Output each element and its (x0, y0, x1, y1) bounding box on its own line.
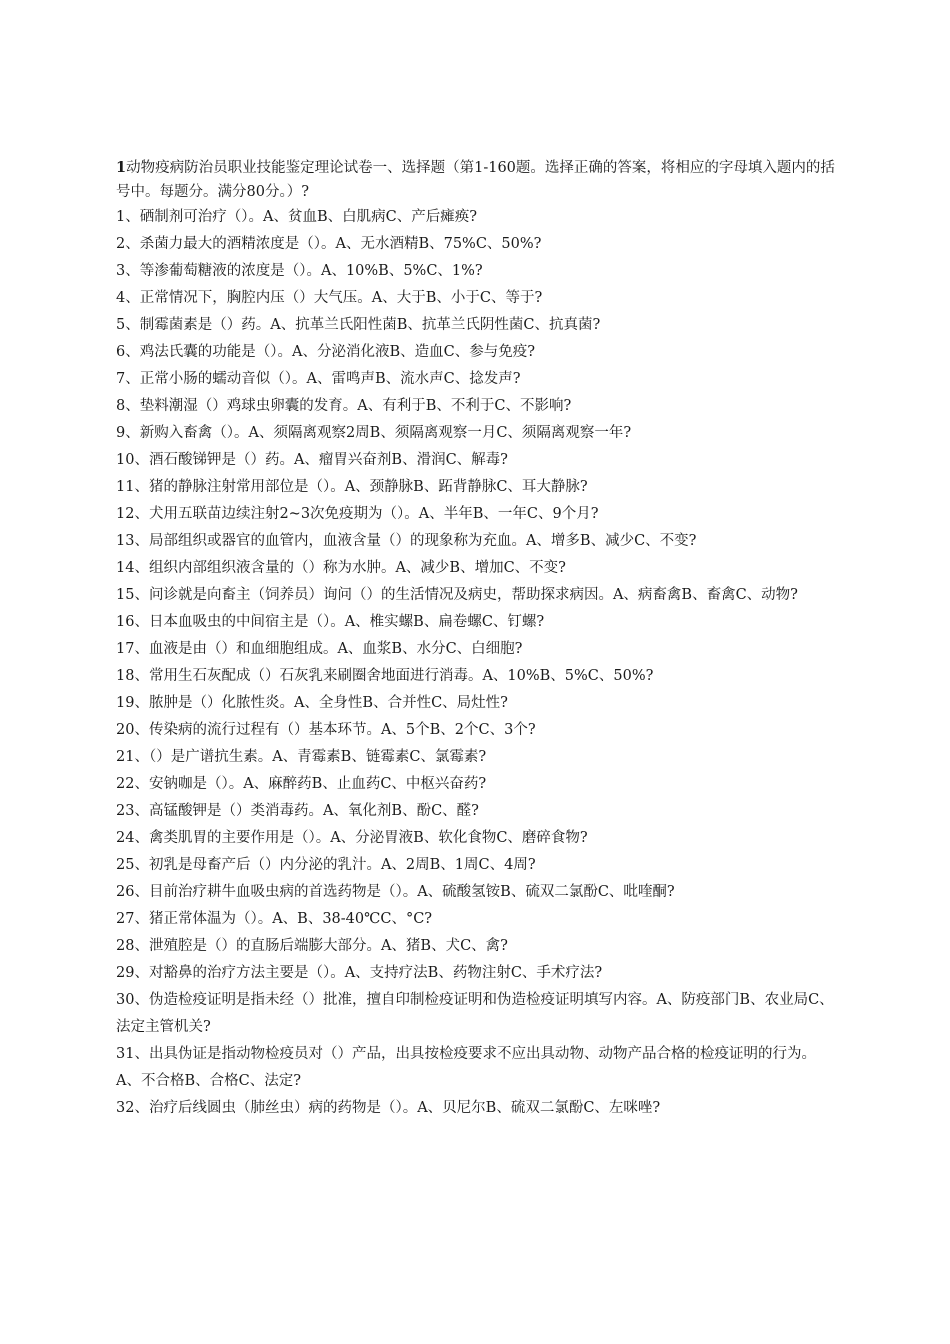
question-item: 3、等渗葡萄糖液的浓度是（）。A、10%B、5%C、1%? (116, 263, 483, 279)
document-page (116, 156, 840, 1122)
question-item: 21、（）是广谱抗生素。A、青霉素B、链霉素C、氯霉素? (116, 749, 487, 765)
question-item: 11、猪的静脉注射常用部位是（）。A、颈静脉B、跖背静脉C、耳大静脉? (116, 479, 588, 495)
question-item: 12、犬用五联苗边续注射2~3次免疫期为（）。A、半年B、一年C、9个月? (116, 506, 599, 522)
question-item: 14、组织内部组织液含量的（）称为水肿。A、减少B、增加C、不变? (116, 560, 566, 576)
question-item: 10、酒石酸锑钾是（）药。A、瘤胃兴奋剂B、滑润C、解毒? (116, 452, 508, 468)
question-item: 17、血液是由（）和血细胞组成。A、血浆B、水分C、白细胞? (116, 641, 523, 657)
question-item: 26、目前治疗耕牛血吸虫病的首选药物是（）。A、硫酸氢铵B、硫双二氯酚C、吡喹酮? (116, 884, 675, 900)
heading-text: 动物疫病防治员职业技能鉴定理论试卷一、选择题（第1-160题。选择正确的答案，将相应的字母填入题内的括号中。每题分。满分80分。）? (116, 160, 835, 200)
question-item: 15、问诊就是向畜主（饲养员）询问（）的生活情况及病史，帮助探求病因。A、病畜禽B、畜禽C、动物? (116, 587, 798, 603)
question-item: 2、杀菌力最大的酒精浓度是（）。A、无水酒精B、75%C、50%? (116, 236, 542, 252)
question-item: 31、出具伪证是指动物检疫员对（）产品，出具按检疫要求不应出具动物、动物产品合格的检疫证明的行为。A、不合格B、合格C、法定? (116, 1046, 816, 1089)
question-item: 30、伪造检疫证明是指未经（）批准，擅自印制检疫证明和伪造检疫证明填写内容。A、防疫部门B、农业局C、法定主管机关? (116, 992, 834, 1035)
question-item: 18、常用生石灰配成（）石灰乳来刷圈舍地面进行消毒。A、10%B、5%C、50%? (116, 668, 654, 684)
question-item: 7、正常小肠的蠕动音似（）。A、雷鸣声B、流水声C、捻发声? (116, 371, 521, 387)
question-item: 32、治疗后线圆虫（肺丝虫）病的药物是（）。A、贝尼尔B、硫双二氯酚C、左咪唑? (116, 1100, 661, 1116)
question-item: 28、泄殖腔是（）的直肠后端膨大部分。A、猪B、犬C、禽? (116, 938, 508, 954)
question-item: 24、禽类肌胃的主要作用是（）。A、分泌胃液B、软化食物C、磨碎食物? (116, 830, 588, 846)
question-item: 6、鸡法氏囊的功能是（）。A、分泌消化液B、造血C、参与免疫? (116, 344, 535, 360)
question-item: 20、传染病的流行过程有（）基本环节。A、5个B、2个C、3个? (116, 722, 536, 738)
exam-heading (116, 156, 840, 204)
question-item: 4、正常情况下，胸腔内压（）大气压。A、大于B、小于C、等于? (116, 290, 543, 306)
heading-number: 1 (116, 159, 127, 176)
question-item: 8、垫料潮湿（）鸡球虫卵囊的发育。A、有利于B、不利于C、不影响? (116, 398, 572, 414)
question-item: 13、局部组织或器官的血管内，血液含量（）的现象称为充血。A、增多B、减少C、不变? (116, 533, 697, 549)
question-item: 27、猪正常体温为（）。A、B、38-40℃C、°C? (116, 911, 433, 927)
question-item: 9、新购入畜禽（）。A、须隔离观察2周B、须隔离观察一月C、须隔离观察一年? (116, 425, 632, 441)
question-item: 23、高锰酸钾是（）类消毒药。A、氧化剂B、酚C、醛? (116, 803, 479, 819)
question-item: 5、制霉菌素是（）药。A、抗革兰氏阳性菌B、抗革兰氏阴性菌C、抗真菌? (116, 317, 601, 333)
question-item: 16、日本血吸虫的中间宿主是（）。A、椎实螺B、扁卷螺C、钉螺? (116, 614, 545, 630)
question-item: 1、硒制剂可治疗（）。A、贫血B、白肌病C、产后瘫痪? (116, 209, 477, 225)
question-item: 19、脓肿是（）化脓性炎。A、全身性B、合并性C、局灶性? (116, 695, 508, 711)
question-item: 25、初乳是母畜产后（）内分泌的乳汁。A、2周B、1周C、4周? (116, 857, 536, 873)
question-item: 29、对豁鼻的治疗方法主要是（）。A、支持疗法B、药物注射C、手术疗法? (116, 965, 603, 981)
question-list (116, 204, 840, 1122)
question-item: 22、安钠咖是（）。A、麻醉药B、止血药C、中枢兴奋药? (116, 776, 487, 792)
